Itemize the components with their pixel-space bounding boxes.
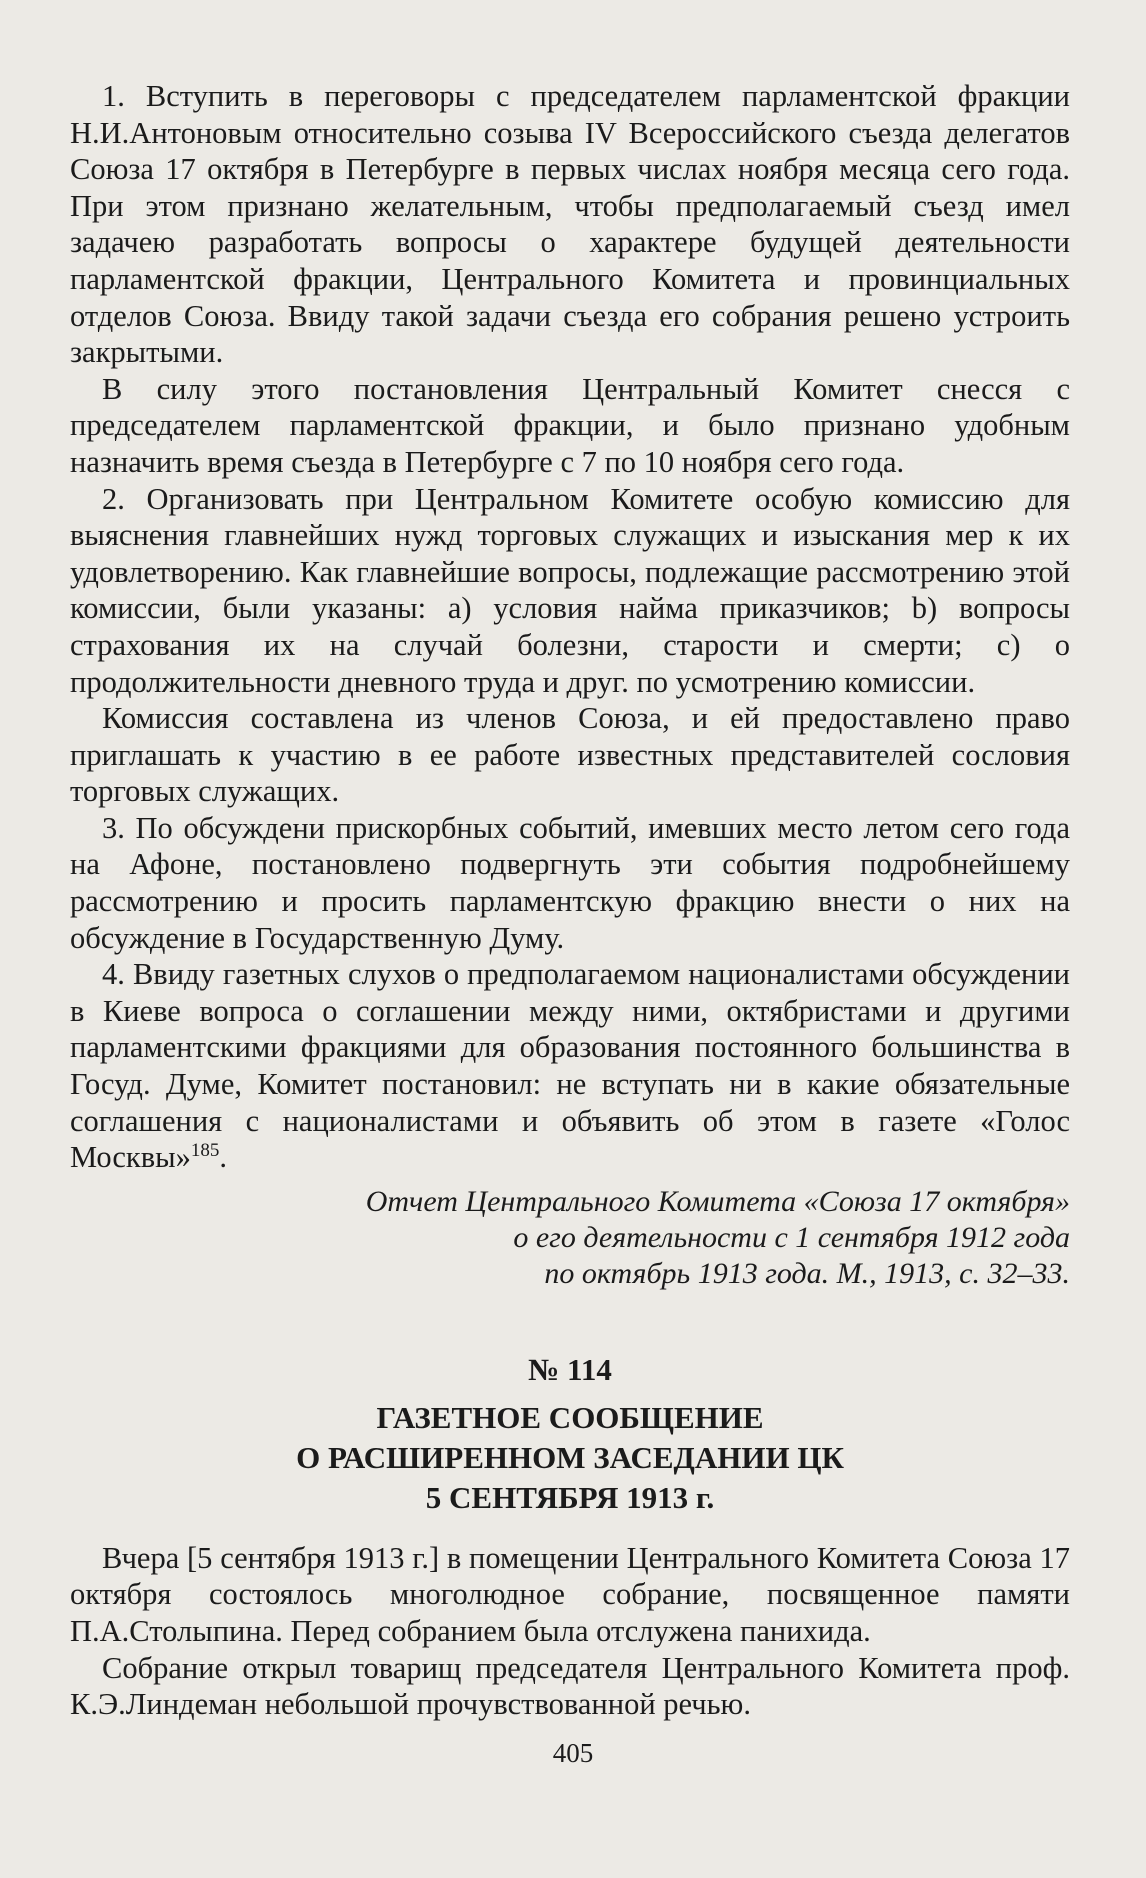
footnote-reference: 185 xyxy=(190,1140,220,1162)
paragraph-item-2-continuation: Комиссия составлена из членов Союза, и ей предоставлено право приглашать к участию в ее работе известных представителей сословия торговых служащих. xyxy=(70,701,1070,809)
citation-line-3: по октябрь 1913 года. М., 1913, с. 32–33. xyxy=(544,1256,1070,1290)
section-title-line-1: ГАЗЕТНОЕ СООБЩЕНИЕ xyxy=(376,1399,764,1435)
section-paragraph-1: Вчера [5 сентября 1913 г.] в помещении Центрального Комитета Союза 17 октября состоялось многолюдное собрание, посвященное памяти П.А.Столыпина. Перед собранием была отслужена панихида. xyxy=(70,1540,1070,1648)
page-content xyxy=(70,78,1070,1723)
paragraph-item-2: 2. Организовать при Центральном Комитете особую комиссию для выяснения главнейших нужд торговых служащих и изыскания мер к их удовлетворению. Как главнейшие вопросы, подлежащие рассмотрению этой комиссии, были указаны: a) условия найма приказчиков; b) вопросы страхования их на случай болезни, старости и смерти; c) о продолжительности дневного труда и друг. по усмотрению комиссии. xyxy=(70,481,1070,699)
paragraph-item-4-text: 4. Ввиду газетных слухов о предполагаемом националистами обсуждении в Киеве вопроса о соглашении между ними, октябристами и другими парламентскими фракциями для образования постоянного большинства в Госуд. Думе, Комитет постановил: не вступать ни в какие обязательные соглашения с националистами и объявить об этом в газете «Голос Москвы» xyxy=(70,957,1070,1175)
citation-line-1: Отчет Центрального Комитета «Союза 17 октября» xyxy=(365,1184,1070,1218)
section-heading xyxy=(70,1350,1070,1518)
paragraph-item-4 xyxy=(70,956,1070,1176)
paragraph-item-3: 3. По обсуждени прискорбных событий, имевших место летом сего года на Афоне, постановлено подвергнуть эти события подробнейшему рассмотрению и просить парламентскую фракцию внести о них на обсуждение в Государственную Думу. xyxy=(70,810,1070,955)
section-title-line-3: 5 СЕНТЯБРЯ 1913 г. xyxy=(425,1479,715,1515)
citation-line-2: о его деятельности с 1 сентября 1912 года xyxy=(513,1220,1070,1254)
page-number: 405 xyxy=(552,1738,594,1768)
paragraph-item-1-continuation: В силу этого постановления Центральный Комитет снесся с председателем парламентской фракции, и было признано удобным назначить время съезда в Петербурге с 7 по 10 ноября сего года. xyxy=(70,371,1070,479)
source-citation xyxy=(70,1184,1070,1292)
section-paragraph-2: Собрание открыл товарищ председателя Центрального Комитета проф. К.Э.Линдеман небольшой прочувствованной речью. xyxy=(70,1650,1070,1722)
paragraph-item-1: 1. Вступить в переговоры с председателем парламентской фракции Н.И.Антоновым относительно созыва IV Всероссийского съезда делегатов Союза 17 октября в Петербурге в первых числах ноября месяца сего года. При этом признано желательным, чтобы предполагаемый съезд имел задачею разработать вопросы о характере будущей деятельности парламентской фракции, Центрального Комитета и провинциальных отделов Союза. Ввиду такой задачи съезда его собрания решено устроить закрытыми. xyxy=(70,79,1070,370)
paragraph-item-4-end: . xyxy=(219,1140,227,1175)
section-title-line-2: О РАСШИРЕННОМ ЗАСЕДАНИИ ЦК xyxy=(296,1439,844,1475)
section-number: № 114 xyxy=(528,1351,612,1387)
